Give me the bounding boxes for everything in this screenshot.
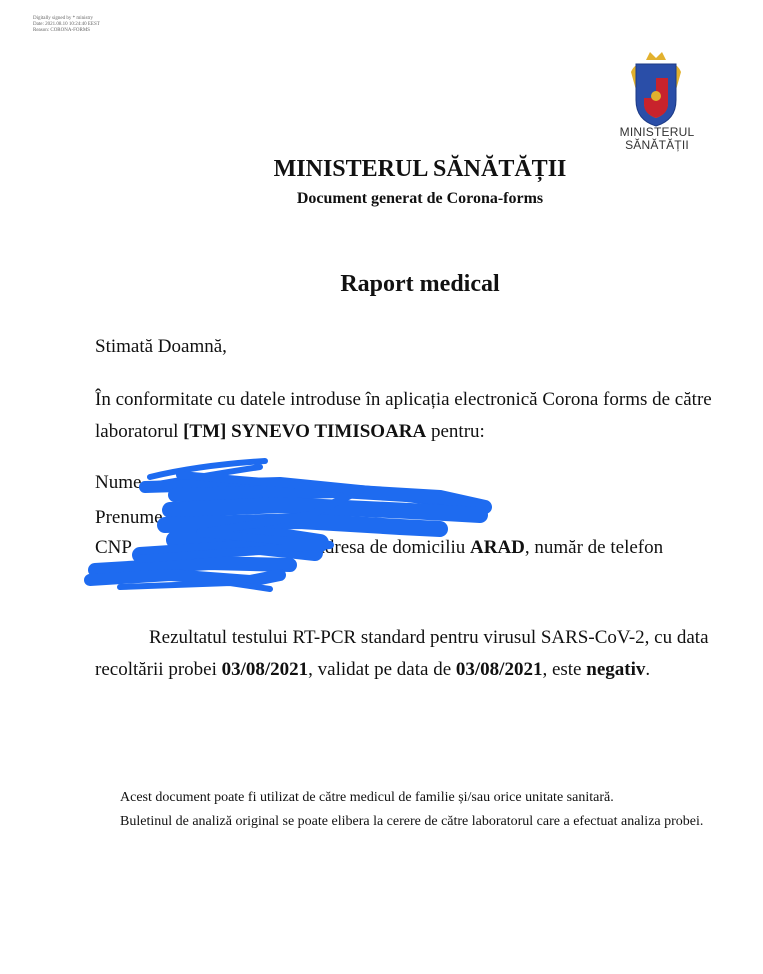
intro-text-end: pentru: [426, 421, 485, 442]
logo-caption-line2: SĂNĂTĂȚII [625, 138, 689, 152]
greeting: Stimată Doamnă, [95, 336, 227, 357]
signature-date: Date: 2021.08.10 10:24:40 EEST [33, 22, 100, 27]
ministry-title: MINISTERUL SĂNĂTĂȚII [273, 156, 567, 182]
logo-caption-line1: MINISTERUL [619, 125, 695, 139]
generated-by-subtitle: Document generat de Corona-forms [296, 190, 544, 207]
city-name: ARAD [470, 537, 525, 558]
result-text-2: , validat pe data de [308, 659, 456, 680]
coat-of-arms-logo [626, 50, 686, 130]
result-paragraph [95, 622, 745, 686]
prenume-suffix: , [417, 507, 423, 528]
report-title: Raport medical [340, 271, 500, 297]
logo-caption [612, 126, 702, 152]
result-text-3: , este [542, 659, 587, 680]
collection-date: 03/08/2021 [221, 659, 309, 680]
validation-date: 03/08/2021 [455, 659, 543, 680]
intro-paragraph [95, 384, 745, 448]
signature-line: Digitally signed by * ministry [33, 16, 93, 21]
footer-notes [95, 786, 745, 834]
laboratory-name: [TM] SYNEVO TIMISOARA [183, 421, 427, 442]
intro-text: În conformitate cu datele introduse în aplicația electronică Corona forms de către laboratorul [95, 389, 712, 442]
phone-text: , număr de telefon [524, 537, 664, 558]
test-result-status: negativ [586, 659, 646, 680]
prenume-label: Prenume [95, 507, 163, 528]
signature-reason: Reason: CORONA-FORMS [33, 28, 91, 33]
result-text-4: . [645, 659, 651, 680]
redaction-scribble [80, 455, 500, 605]
footer-note-original: Buletinul de analiză original se poate elibera la cerere de către laboratorul care a efectuat analiza probei. [120, 814, 704, 829]
digital-signature-stamp [33, 16, 100, 34]
cnp-suffix: , adresa de domiciliu [306, 537, 470, 558]
nume-label: Nume [95, 472, 142, 493]
cnp-label: CNP [95, 537, 132, 558]
result-text: Rezultatul testului RT-PCR standard pentru virusul SARS-CoV-2, cu data recoltării probei [95, 627, 709, 680]
footer-note-usage: Acest document poate fi utilizat de către medicul de familie și/sau orice unitate sanitară. [120, 790, 614, 805]
